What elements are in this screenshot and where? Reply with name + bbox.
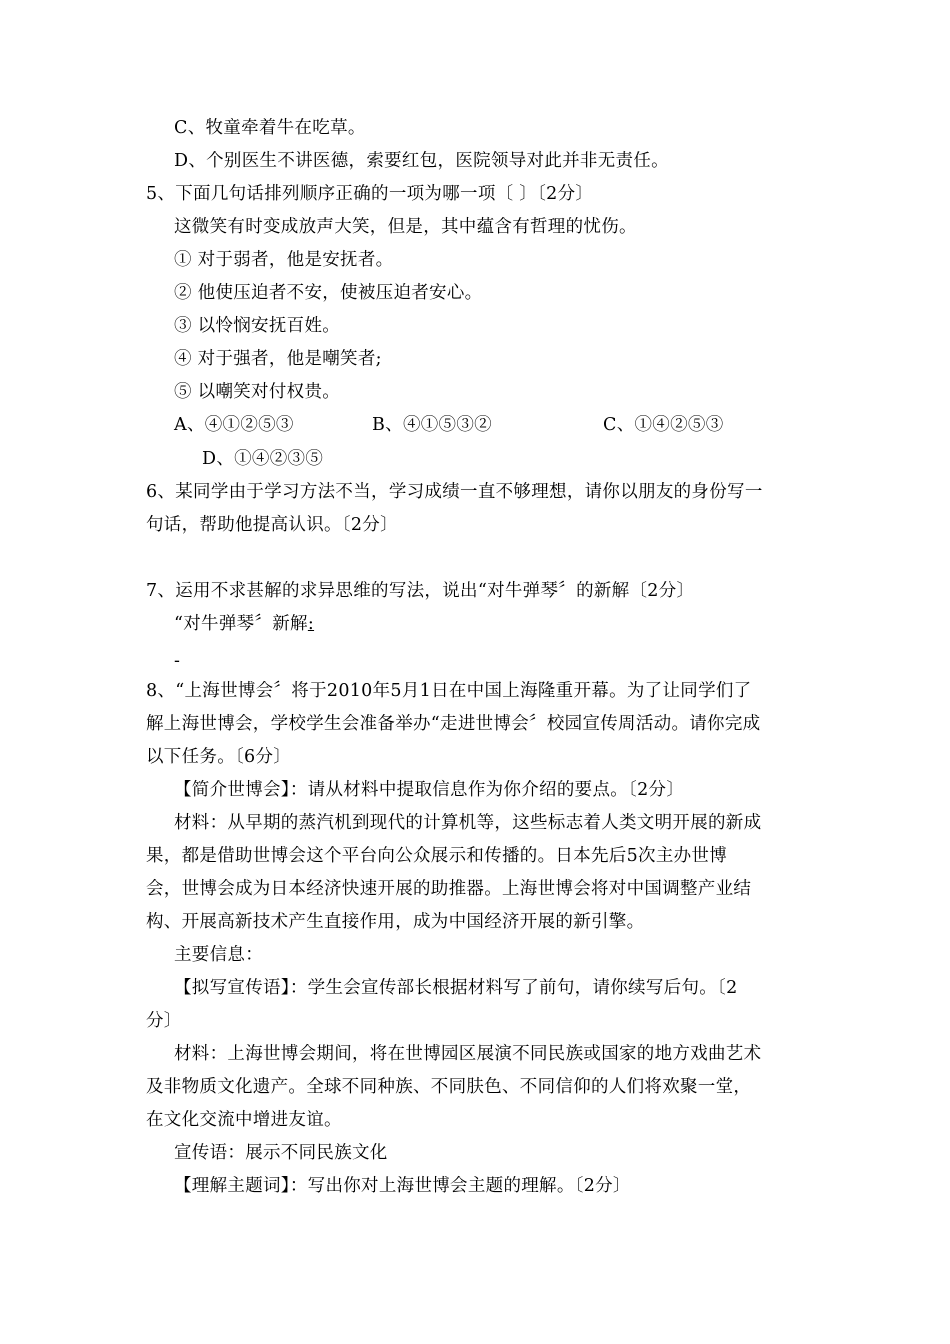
- q8-task2-material-2: 及非物质文化遗产。全球不同种族、不同肤色、不同信仰的人们将欢聚一堂，: [146, 1077, 752, 1097]
- q7-answer-colon: :: [307, 614, 315, 634]
- q7-answer-label: “对牛弹琴〞新解: [174, 614, 308, 634]
- q5-sentence-1: ① 对于弱者，他是安抚者。: [174, 250, 394, 270]
- q8-task2-material-3: 在文化交流中增进友谊。: [146, 1110, 342, 1130]
- q4-option-d: D、个别医生不讲医德，索要红包，医院领导对此并非无责任。: [174, 151, 669, 171]
- q5-option-c: C、①④②⑤③: [603, 415, 724, 435]
- q5-sentence-5: ⑤ 以嘲笑对付权贵。: [174, 382, 341, 402]
- q8-task2-title-2: 分〕: [146, 1011, 182, 1031]
- q8-task1-material-4: 构、开展高新技术产生直接作用，成为中国经济开展的新引擎。: [146, 912, 645, 932]
- q8-line-1: 8、“上海世博会〞将于2010年5月1日在中国上海隆重开幕。为了让同学们了: [146, 681, 752, 701]
- q5-sentence-2: ② 他使压迫者不安，使被压迫者安心。: [174, 283, 483, 303]
- q8-task1-material-1: 材料：从早期的蒸汽机到现代的计算机等，这些标志着人类文明开展的新成: [174, 813, 762, 833]
- q5-lead-sentence: 这微笑有时变成放声大笑，但是，其中蕴含有哲理的忧伤。: [174, 217, 637, 237]
- q5-option-b: B、④①⑤③②: [372, 415, 492, 435]
- q8-task3-title: 【理解主题词】：写出你对上海世博会主题的理解。〔2分〕: [174, 1176, 631, 1196]
- q8-task1-material-3: 会，世博会成为日本经济快速开展的助推器。上海世博会将对中国调整产业结: [146, 879, 752, 899]
- q7-stem: 7、运用不求甚解的求异思维的写法，说出“对牛弹琴〞的新解〔2分〕: [146, 581, 695, 601]
- q5-sentence-4: ④ 对于强者，他是嘲笑者;: [174, 349, 382, 369]
- q6-line-2: 句话，帮助他提高认识。〔2分〕: [146, 515, 398, 535]
- q8-task2-material-1: 材料：上海世博会期间，将在世博园区展演不同民族或国家的地方戏曲艺术: [174, 1044, 762, 1064]
- q8-line-2: 解上海世博会，学校学生会准备举办“走进世博会〞校园宣传周活动。请你完成: [146, 714, 761, 734]
- q8-task2-slogan: 宣传语：展示不同民族文化: [174, 1143, 388, 1163]
- q7-answer-blank: -: [174, 651, 181, 671]
- q8-task1-answer-label: 主要信息：: [174, 945, 263, 965]
- q5-option-d: D、①④②③⑤: [202, 449, 324, 469]
- q4-option-c: C、牧童牵着牛在吃草。: [174, 118, 366, 138]
- q5-option-a: A、④①②⑤③: [174, 415, 294, 435]
- q6-line-1: 6、某同学由于学习方法不当，学习成绩一直不够理想，请你以朋友的身份写一: [146, 482, 763, 502]
- q8-line-3: 以下任务。〔6分〕: [146, 747, 292, 767]
- q8-task1-title: 【简介世博会】：请从材料中提取信息作为你介绍的要点。〔2分〕: [174, 780, 685, 800]
- q5-stem: 5、下面几句话排列顺序正确的一项为哪一项〔 〕〔2分〕: [146, 184, 594, 204]
- q5-sentence-3: ③ 以怜悯安抚百姓。: [174, 316, 341, 336]
- q8-task1-material-2: 果，都是借助世博会这个平台向公众展示和传播的。日本先后5次主办世博: [146, 846, 728, 866]
- q7-answer-line: [174, 613, 314, 635]
- q8-task2-title-1: 【拟写宣传语】：学生会宣传部长根据材料写了前句，请你续写后句。〔2: [174, 978, 738, 998]
